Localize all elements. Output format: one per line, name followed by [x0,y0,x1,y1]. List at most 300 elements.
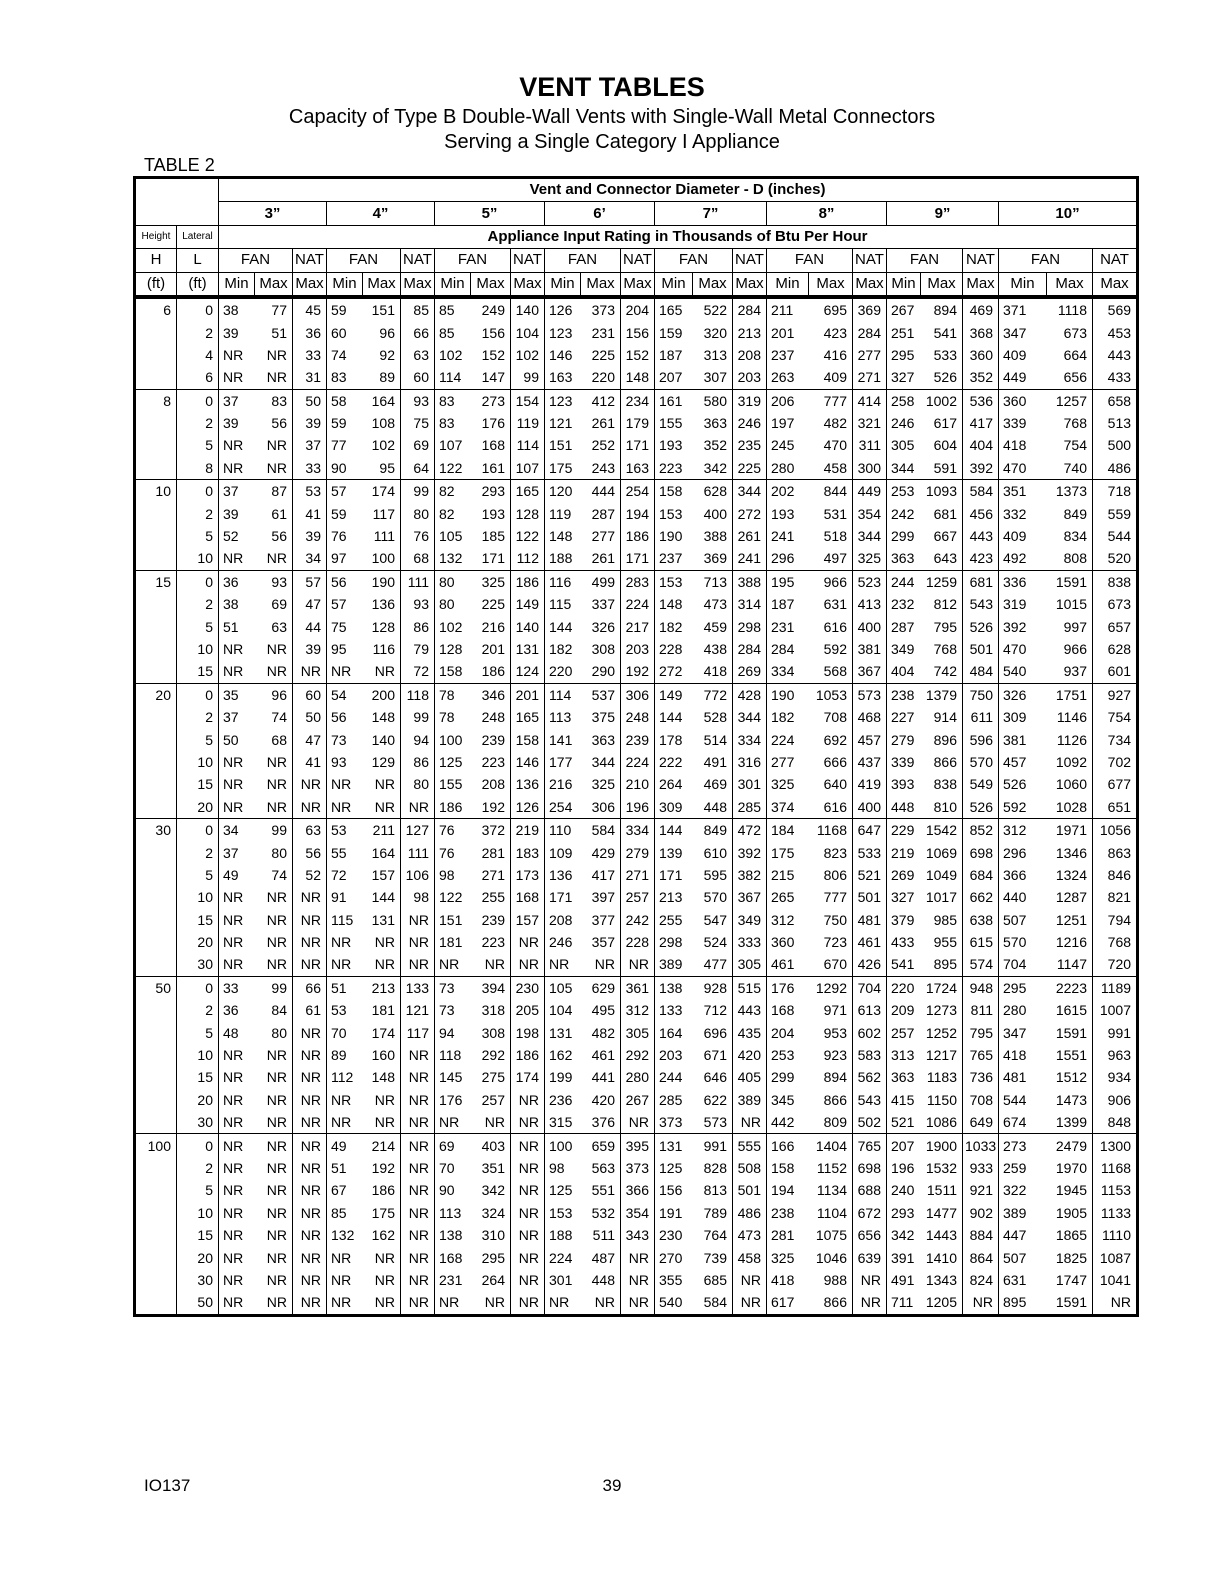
nat-max-cell: 47 [293,593,327,615]
fan-max-cell: 646 [693,1066,733,1088]
fan-min-cell: 98 [435,864,471,886]
nat-max-cell: 392 [733,841,767,863]
nat-max-cell: 469 [963,297,999,321]
fan-min-cell: 119 [545,502,581,524]
nat-max-cell: 443 [963,525,999,547]
table-body [135,297,1138,1315]
fan-min-cell: 89 [327,1044,363,1066]
nat-max-cell: 698 [963,841,999,863]
fan-min-cell: 164 [655,1021,693,1043]
fan-min-cell: 94 [435,1021,471,1043]
height-cell [135,1157,177,1179]
fan-min-cell: 75 [327,615,363,637]
nat-max-cell: 1168 [1093,1157,1138,1179]
fan-min-cell: 171 [545,886,581,908]
table-row [135,909,1138,931]
fan-min-cell: 122 [435,457,471,480]
fan-max-cell: 629 [581,976,621,999]
nat-max-cell: NR [293,1021,327,1043]
fan-min-cell: 263 [767,366,809,389]
nat-max-cell: 186 [621,525,655,547]
nat-max-cell: 704 [853,976,887,999]
fan-max-cell: 1086 [921,1111,963,1134]
height-cell: 6 [135,297,177,321]
nat-max-cell: 99 [401,706,435,728]
fan-max-cell: 68 [255,728,293,750]
fan-max-cell: 844 [809,480,853,503]
fan-min-cell: 187 [655,344,693,366]
nat-max-cell: NR [293,773,327,795]
fan-min-cell: 176 [767,976,809,999]
fan-max-cell: 1747 [1047,1269,1093,1291]
nat-max-cell: 63 [293,818,327,841]
fan-min-cell: 371 [999,297,1047,321]
fan-max-cell: 541 [921,321,963,343]
table-row [135,389,1138,412]
nat-max-cell: NR [293,796,327,819]
nat-max-cell: 369 [853,297,887,321]
nat-max-cell: 45 [293,297,327,321]
nat-max-cell: 271 [621,864,655,886]
nat-max-cell: 718 [1093,480,1138,503]
fan-max-cell: 277 [581,525,621,547]
nat-max-cell: 681 [963,570,999,593]
max-header: Max [471,272,511,297]
fan-max-cell: 116 [363,638,401,660]
fan-max-cell: 573 [693,1111,733,1134]
table-row [135,480,1138,503]
height-cell [135,886,177,908]
max-header: Max [621,272,655,297]
nat-max-cell: NR [293,1111,327,1134]
nat-max-cell: 405 [733,1066,767,1088]
fan-min-cell: NR [219,660,255,683]
lateral-cell: 10 [177,1202,219,1224]
table-row [135,1066,1138,1088]
nat-max-cell: 140 [511,297,545,321]
fan-min-cell: 305 [887,434,921,456]
fan-min-cell: 381 [999,728,1047,750]
fan-max-cell: 1292 [809,976,853,999]
fan-max-cell: 894 [809,1066,853,1088]
nat-max-cell: 884 [963,1224,999,1246]
fan-min-cell: NR [219,886,255,908]
fan-min-cell: 93 [327,751,363,773]
fan-min-cell: NR [327,796,363,819]
fan-max-cell: 584 [581,818,621,841]
fan-header: FAN [887,249,963,272]
fan-max-cell: 622 [693,1089,733,1111]
fan-max-cell: 171 [471,547,511,570]
fan-max-cell: 1615 [1047,999,1093,1021]
fan-max-cell: 692 [809,728,853,750]
nat-max-cell: 284 [733,638,767,660]
fan-max-cell: 157 [363,864,401,886]
nat-max-cell: 50 [293,389,327,412]
fan-min-cell: 39 [219,502,255,524]
table-row [135,547,1138,570]
fan-min-cell: 392 [999,615,1047,637]
height-cell [135,1224,177,1246]
nat-max-cell: 584 [963,480,999,503]
table-row [135,1202,1138,1224]
nat-max-cell: 423 [963,547,999,570]
nat-max-cell: NR [293,1224,327,1246]
fan-max-cell: 255 [471,886,511,908]
rating-title: Appliance Input Rating in Thousands of Btu Per Hour [219,225,1138,248]
table-row [135,706,1138,728]
table-row [135,683,1138,706]
fan-min-cell: 207 [655,366,693,389]
fan-min-cell: 120 [545,480,581,503]
table-row [135,366,1138,389]
fan-min-cell: 78 [435,683,471,706]
height-cell [135,864,177,886]
fan-max-cell: 292 [471,1044,511,1066]
fan-min-cell: 245 [767,434,809,456]
nat-max-cell: NR [1093,1291,1138,1315]
nat-max-cell: 60 [401,366,435,389]
nat-max-cell: 196 [621,796,655,819]
nat-max-cell: 104 [511,321,545,343]
nat-max-cell: 435 [733,1021,767,1043]
fan-min-cell: 674 [999,1111,1047,1134]
nat-max-cell: NR [511,1179,545,1201]
nat-max-cell: NR [511,1246,545,1268]
lateral-cell: 2 [177,1157,219,1179]
nat-max-cell: 41 [293,751,327,773]
fan-min-cell: 273 [999,1134,1047,1157]
nat-max-cell: 902 [963,1202,999,1224]
fan-min-cell: 418 [767,1269,809,1291]
fan-max-cell: 160 [363,1044,401,1066]
fan-min-cell: 193 [655,434,693,456]
fan-max-cell: 953 [809,1021,853,1043]
fan-min-cell: 187 [767,593,809,615]
nat-max-cell: 927 [1093,683,1138,706]
fan-max-cell: 1900 [921,1134,963,1157]
fan-min-cell: 280 [999,999,1047,1021]
nat-max-cell: 154 [511,389,545,412]
fan-min-cell: 296 [999,841,1047,863]
fan-min-cell: 199 [545,1066,581,1088]
fan-min-cell: 208 [545,909,581,931]
fan-max-cell: 80 [255,841,293,863]
fan-min-cell: 570 [999,931,1047,953]
fan-min-cell: 193 [767,502,809,524]
nat-max-cell: NR [401,1179,435,1201]
table-row [135,321,1138,343]
fan-max-cell: 522 [693,297,733,321]
fan-min-cell: NR [219,457,255,480]
fan-min-cell: 72 [327,864,363,886]
fan-max-cell: 1343 [921,1269,963,1291]
fan-min-cell: 59 [327,502,363,524]
vent-capacity-table [133,176,1139,1317]
nat-max-cell: 146 [511,751,545,773]
nat-max-cell: 118 [401,683,435,706]
nat-max-cell: 821 [1093,886,1138,908]
nat-max-cell: NR [401,1066,435,1088]
fan-min-cell: 80 [435,570,471,593]
nat-max-cell: 1087 [1093,1246,1138,1268]
fan-max-cell: 537 [581,683,621,706]
nat-max-cell: NR [621,1291,655,1315]
nat-max-cell: 734 [1093,728,1138,750]
table-row [135,931,1138,953]
fan-max-cell: 99 [255,976,293,999]
fan-max-cell: 531 [809,502,853,524]
nat-max-cell: NR [511,1089,545,1111]
fan-max-cell: 533 [921,344,963,366]
fan-max-cell: 214 [363,1134,401,1157]
diameter-7: 7” [655,202,767,225]
fan-max-cell: 441 [581,1066,621,1088]
fan-min-cell: 309 [655,796,693,819]
fan-max-cell: 1168 [809,818,853,841]
h-label: H [135,249,177,272]
fan-header: FAN [435,249,511,272]
fan-max-cell: 148 [363,1066,401,1088]
fan-max-cell: 1053 [809,683,853,706]
fan-max-cell: 281 [471,841,511,863]
fan-min-cell: 269 [887,864,921,886]
nat-max-cell: 285 [733,796,767,819]
fan-min-cell: 138 [435,1224,471,1246]
fan-max-cell: 777 [809,389,853,412]
fan-max-cell: 2223 [1047,976,1093,999]
fan-min-cell: 442 [767,1111,809,1134]
fan-max-cell: 643 [921,547,963,570]
fan-min-cell: 184 [767,818,809,841]
fan-min-cell: 48 [219,1021,255,1043]
fan-max-cell: 518 [809,525,853,547]
fan-max-cell: 363 [693,412,733,434]
table-row [135,1269,1138,1291]
nat-max-cell: NR [293,931,327,953]
fan-min-cell: 238 [887,683,921,706]
nat-max-cell: 165 [511,706,545,728]
fan-min-cell: 56 [327,570,363,593]
nat-max-cell: 228 [621,931,655,953]
min-header: Min [999,272,1047,297]
fan-max-cell: 896 [921,728,963,750]
fan-max-cell: NR [255,434,293,456]
nat-max-cell: 111 [401,841,435,863]
fan-max-cell: 117 [363,502,401,524]
fan-min-cell: 188 [545,547,581,570]
fan-min-cell: 98 [545,1157,581,1179]
nat-max-cell: 64 [401,457,435,480]
fan-max-cell: 1477 [921,1202,963,1224]
fan-min-cell: 351 [999,480,1047,503]
fan-max-cell: 1259 [921,570,963,593]
diameter-4: 4” [327,202,435,225]
fan-min-cell: 158 [655,480,693,503]
nat-max-cell: 242 [621,909,655,931]
nat-max-cell: 404 [963,434,999,456]
height-cell [135,412,177,434]
fan-max-cell: 186 [471,660,511,683]
fan-max-cell: 664 [1047,344,1093,366]
fan-min-cell: 175 [767,841,809,863]
height-cell [135,1179,177,1201]
fan-max-cell: 828 [693,1157,733,1179]
nat-max-cell: 657 [1093,615,1138,637]
nat-max-cell: 656 [853,1224,887,1246]
nat-max-cell: NR [733,1269,767,1291]
fan-min-cell: NR [219,751,255,773]
max-header: Max [921,272,963,297]
fan-max-cell: 220 [581,366,621,389]
fan-min-cell: 177 [545,751,581,773]
nat-max-cell: 39 [293,638,327,660]
height-cell [135,728,177,750]
diameter-5: 5” [435,202,545,225]
fan-max-cell: 914 [921,706,963,728]
fan-min-cell: 481 [999,1066,1047,1088]
fan-min-cell: NR [435,953,471,976]
nat-max-cell: 991 [1093,1021,1138,1043]
fan-max-cell: 666 [809,751,853,773]
fan-max-cell: 102 [363,434,401,456]
nat-max-cell: NR [621,1111,655,1134]
fan-min-cell: 155 [655,412,693,434]
corner-cell [135,178,219,226]
fan-min-cell: 125 [655,1157,693,1179]
nat-max-cell: 765 [963,1044,999,1066]
fan-max-cell: 1028 [1047,796,1093,819]
fan-max-cell: 712 [693,999,733,1021]
fan-max-cell: 306 [581,796,621,819]
fan-min-cell: 299 [887,525,921,547]
nat-max-cell: 201 [511,683,545,706]
fan-min-cell: NR [327,1089,363,1111]
fan-min-cell: 280 [767,457,809,480]
table-row [135,796,1138,819]
fan-min-cell: 100 [545,1134,581,1157]
lateral-cell: 0 [177,818,219,841]
fan-min-cell: 349 [887,638,921,660]
diameter-6: 6’ [545,202,655,225]
fan-max-cell: 740 [1047,457,1093,480]
fan-max-cell: 69 [255,593,293,615]
fan-min-cell: 327 [887,366,921,389]
nat-max-cell: 312 [621,999,655,1021]
fan-max-cell: 231 [581,321,621,343]
nat-max-cell: 382 [733,864,767,886]
nat-max-cell: 204 [621,297,655,321]
fan-min-cell: NR [219,1044,255,1066]
height-cell [135,1291,177,1315]
fan-max-cell: 357 [581,931,621,953]
fan-min-cell: 232 [887,593,921,615]
nat-max-cell: 754 [1093,706,1138,728]
fan-max-cell: 261 [581,412,621,434]
nat-max-cell: 1056 [1093,818,1138,841]
fan-max-cell: 308 [581,638,621,660]
fan-max-cell: 568 [809,660,853,683]
height-cell [135,525,177,547]
fan-min-cell: 389 [999,1202,1047,1224]
fan-min-cell: 447 [999,1224,1047,1246]
fan-max-cell: 216 [471,615,511,637]
nat-max-cell: 61 [293,999,327,1021]
fan-min-cell: 125 [545,1179,581,1201]
nat-max-cell: 848 [1093,1111,1138,1134]
fan-min-cell: NR [327,1291,363,1315]
nat-max-cell: 349 [733,909,767,931]
fan-min-cell: 91 [327,886,363,908]
nat-max-cell: 86 [401,751,435,773]
fan-min-cell: 592 [999,796,1047,819]
fan-min-cell: 325 [767,1246,809,1268]
nat-max-cell: NR [293,660,327,683]
fan-max-cell: 812 [921,593,963,615]
fan-max-cell: 140 [363,728,401,750]
nat-max-cell: 555 [733,1134,767,1157]
nat-max-cell: 570 [963,751,999,773]
fan-min-cell: NR [435,1111,471,1134]
nat-max-cell: 80 [401,773,435,795]
nat-max-cell: 284 [853,321,887,343]
fan-max-cell: 997 [1047,615,1093,637]
fan-max-cell: 681 [921,502,963,524]
fan-max-cell: 1015 [1047,593,1093,615]
fan-min-cell: 521 [887,1111,921,1134]
fan-max-cell: 526 [921,366,963,389]
fan-max-cell: 271 [471,864,511,886]
nat-max-cell: NR [293,953,327,976]
lateral-cell: 10 [177,547,219,570]
nat-max-cell: 283 [621,570,655,593]
fan-max-cell: 248 [471,706,511,728]
fan-max-cell: 56 [255,525,293,547]
table-row [135,1111,1138,1134]
fan-min-cell: 366 [999,864,1047,886]
fan-max-cell: 563 [581,1157,621,1179]
fan-max-cell: NR [255,1134,293,1157]
fan-max-cell: NR [255,660,293,683]
nat-max-cell: 354 [853,502,887,524]
nat-max-cell: 543 [963,593,999,615]
nat-max-cell: 708 [963,1089,999,1111]
fan-max-cell: 293 [471,480,511,503]
fan-min-cell: 182 [545,638,581,660]
nat-max-cell: 1033 [963,1134,999,1157]
fan-max-cell: NR [255,773,293,795]
nat-max-cell: NR [401,1157,435,1179]
table-row [135,1157,1138,1179]
nat-max-cell: NR [853,1291,887,1315]
nat-max-cell: 513 [1093,412,1138,434]
nat-max-cell: 234 [621,389,655,412]
fan-max-cell: 257 [471,1089,511,1111]
fan-max-cell: 813 [693,1179,733,1201]
nat-header: NAT [1093,249,1138,272]
fan-min-cell: 126 [545,297,581,321]
fan-max-cell: 403 [471,1134,511,1157]
nat-max-cell: 314 [733,593,767,615]
nat-max-cell: 1041 [1093,1269,1138,1291]
nat-max-cell: NR [293,1134,327,1157]
max-header: Max [733,272,767,297]
nat-max-cell: 257 [621,886,655,908]
fan-max-cell: 1046 [809,1246,853,1268]
fan-max-cell: 287 [581,502,621,524]
fan-min-cell: 83 [327,366,363,389]
fan-max-cell: 604 [921,434,963,456]
